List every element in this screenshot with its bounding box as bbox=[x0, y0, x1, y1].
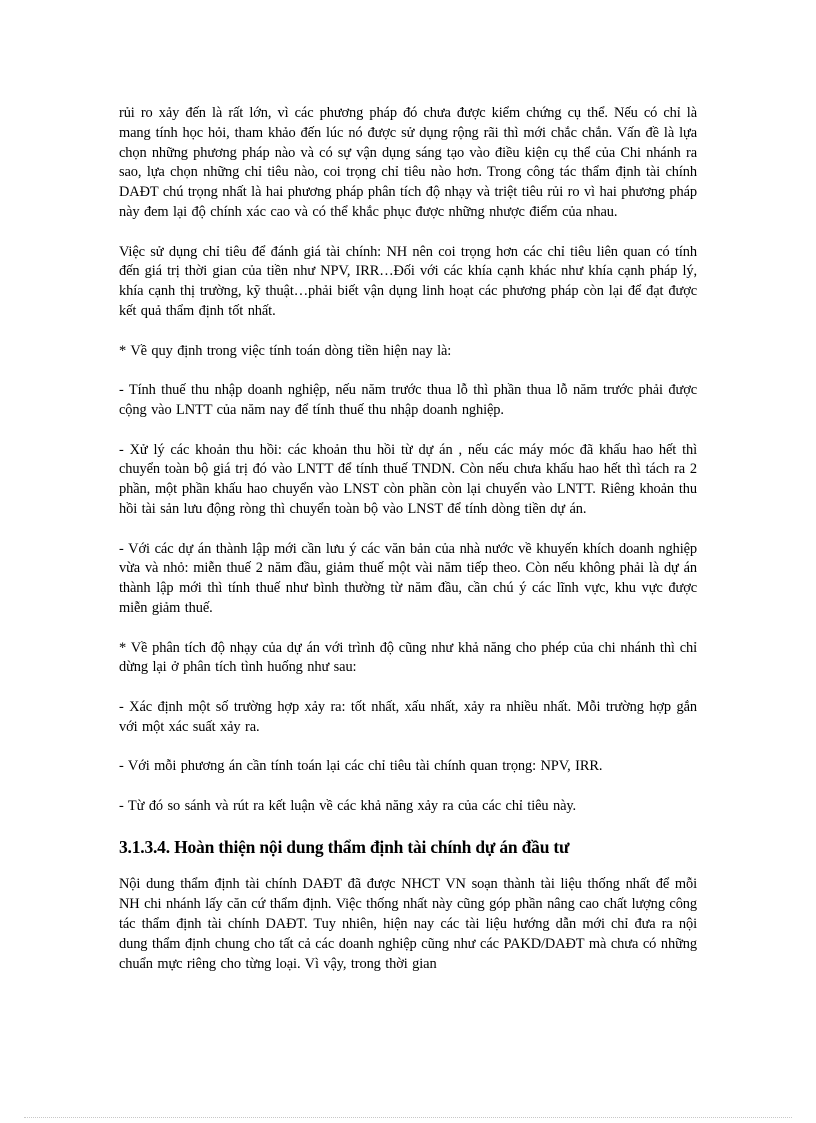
paragraph-conclusion: - Từ đó so sánh và rút ra kết luận về các khả năng xảy ra của các chỉ tiêu này. bbox=[119, 797, 577, 814]
paragraph-recovery-items: - Xử lý các khoản thu hồi: các khoản thu hồi từ dự án , nếu các máy móc đã khấu hao hết thì chuyển toàn bộ giá trị đó vào LNTT để tính thuế TNDN. Còn nếu chưa khấu hao hết thì tách ra 2 phần, một phần khấu hao chuyển vào LNST còn phần còn lại chuyển vào LNTT. Riêng khoản thu hồi tài sản lưu động ròng thì chuyển toàn bộ vào LNST để tính dòng tiền dự án. bbox=[119, 441, 697, 517]
paragraph-scenarios: - Xác định một số trường hợp xảy ra: tốt nhất, xấu nhất, xảy ra nhiều nhất. Mỗi trường hợp gắn với một xác suất xảy ra. bbox=[119, 698, 697, 735]
page-content bbox=[119, 104, 697, 994]
paragraph-sensitivity-intro: * Về phân tích độ nhạy của dự án với trình độ cũng như khả năng cho phép của chi nhánh thì chỉ dừng lại ở phân tích tình huống như sau: bbox=[119, 639, 697, 676]
paragraph-cashflow-rules-intro: * Về quy định trong việc tính toán dòng tiền hiện nay là: bbox=[119, 342, 452, 359]
paragraph-risk-methods: rủi ro xảy đến là rất lớn, vì các phương pháp đó chưa được kiểm chứng cụ thể. Nếu có chỉ là mang tính học hỏi, tham khảo đến lúc nó được sử dụng rộng rãi thì mới chắc chắn. Vấn đề là lựa chọn những phương pháp nào và có sự vận dụng sáng tạo vào điều kiện cụ thể của Chi nhánh ra sao, lựa chọn những chỉ tiêu nào, coi trọng chỉ tiêu nào hơn. Trong công tác thẩm định tài chính DAĐT chú trọng nhất là hai phương pháp phân tích độ nhạy và triệt tiêu rủi ro vì hai phương pháp này đem lại độ chính xác cao và có thể khắc phục được những nhược điểm của nhau. bbox=[119, 105, 697, 220]
paragraph-recalculate: - Với mỗi phương án cần tính toán lại các chỉ tiêu tài chính quan trọng: NPV, IRR. bbox=[119, 758, 603, 775]
page-bottom-divider bbox=[24, 1117, 792, 1118]
section-heading: 3.1.3.4. Hoàn thiện nội dung thẩm định tài chính dự án đầu tư bbox=[119, 837, 570, 858]
paragraph-after-heading: Nội dung thẩm định tài chính DAĐT đã được NHCT VN soạn thành tài liệu thống nhất để mỗi NH chi nhánh lấy căn cứ thẩm định. Việc thống nhất này cũng góp phần nâng cao chất lượng công tác thẩm định tài chính DAĐT. Tuy nhiên, hiện nay các tài liệu hướng dẫn mới chỉ đưa ra nội dung thẩm định chung cho tất cả các doanh nghiệp cũng như các PAKD/DAĐT mà chưa có những chuẩn mực riêng cho từng loại. Vì vậy, trong thời gian bbox=[119, 876, 697, 972]
paragraph-new-projects: - Với các dự án thành lập mới cần lưu ý các văn bản của nhà nước về khuyến khích doanh nghiệp vừa và nhỏ: miễn thuế 2 năm đầu, giảm thuế một vài năm tiếp theo. Còn nếu không phải là dự án thành lập mới thì tính thuế như bình thường từ năm đầu, cần chú ý các lĩnh vực, khu vực được miễn giảm thuế. bbox=[119, 540, 697, 616]
paragraph-financial-indicators: Việc sử dụng chỉ tiêu để đánh giá tài chính: NH nên coi trọng hơn các chỉ tiêu liên quan có tính đến giá trị thời gian của tiền như NPV, IRR…Đối với các khía cạnh khác như khía cạnh pháp lý, khía cạnh thị trường, kỹ thuật…phải biết vận dụng linh hoạt các phương pháp còn lại để đạt được kết quả thẩm định tốt nhất. bbox=[119, 243, 697, 319]
paragraph-income-tax: - Tính thuế thu nhập doanh nghiệp, nếu năm trước thua lỗ thì phần thua lỗ năm trước phải được cộng vào LNTT của năm nay để tính thuế thu nhập doanh nghiệp. bbox=[119, 382, 697, 418]
